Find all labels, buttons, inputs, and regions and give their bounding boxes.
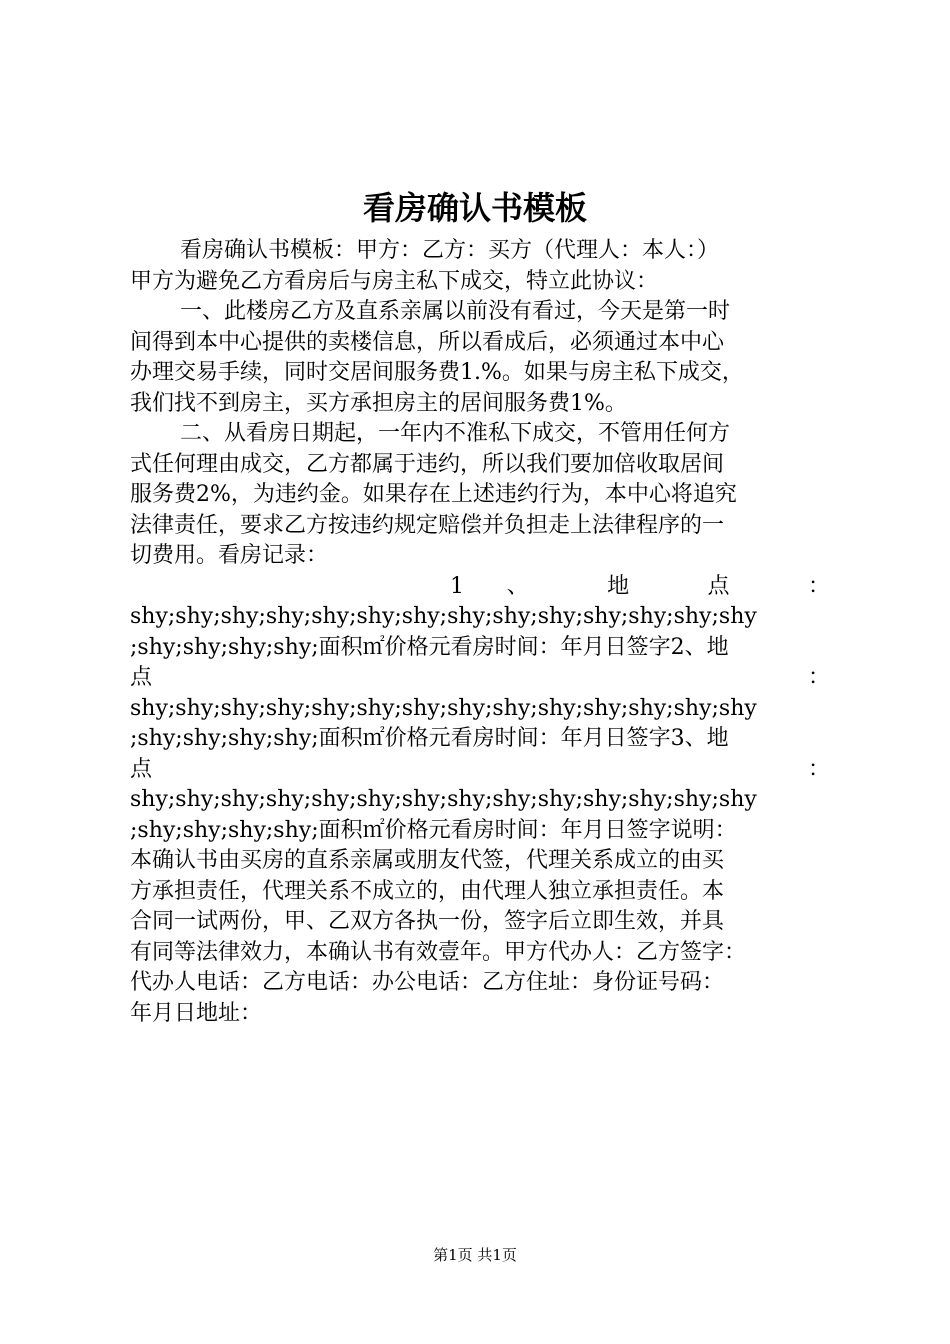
body-line: 代办人电话：乙方电话：办公电话：乙方住址：身份证号码： (130, 970, 725, 995)
body-line: 式任何理由成交，乙方都属于违约，所以我们要加倍收取居间 (130, 451, 725, 477)
body-line: ;shy;shy;shy;shy;面积㎡价格元看房时间：年月日签字2、地 (130, 634, 729, 660)
body-line: 甲方为避免乙方看房后与房主私下成交，特立此协议： (130, 268, 659, 294)
body-line: 点 ： (130, 665, 830, 690)
body-line: 合同一试两份，甲、乙双方各执一份，签字后立即生效，并具 (130, 909, 725, 934)
body-line: shy;shy;shy;shy;shy;shy;shy;shy;shy;shy;shy;shy;shy;shy (130, 604, 757, 629)
body-line: 切费用。看房记录： (130, 543, 329, 568)
body-line: 办理交易手续，同时交居间服务费1.%。如果与房主私下成交， (130, 360, 744, 385)
body-line: 服务费2%，为违约金。如果存在上述违约行为，本中心将追究 (130, 482, 737, 507)
document-title: 看房确认书模板 (362, 189, 587, 227)
body-line: 点 ： (130, 756, 830, 782)
body-line: 方承担责任，代理关系不成立的，由代理人独立承担责任。本 (130, 878, 725, 904)
body-line: ;shy;shy;shy;shy;面积㎡价格元看房时间：年月日签字说明： (130, 817, 737, 843)
body-line: 法律责任，要求乙方按违约规定赔偿并负担走上法律程序的一 (130, 512, 725, 538)
body-line: 间得到本中心提供的卖楼信息，所以看成后，必须通过本中心 (130, 329, 725, 355)
body-line: 本确认书由买房的直系亲属或朋友代签，代理关系成立的由买 (130, 848, 725, 873)
body-line: 年月日地址： (130, 1000, 263, 1026)
body-line: shy;shy;shy;shy;shy;shy;shy;shy;shy;shy;shy;shy;shy;shy (130, 787, 757, 812)
body-line: 二、从看房日期起，一年内不准私下成交，不管用任何方 (180, 421, 731, 446)
document-body (130, 236, 830, 1029)
page-footer: 第1页 共1页 (433, 1246, 517, 1264)
body-line: 有同等法律效力，本确认书有效壹年。甲方代办人：乙方签字： (130, 939, 747, 965)
body-line: 看房确认书模板：甲方：乙方：买方（代理人：本人：） (180, 238, 720, 263)
body-line: 一、此楼房乙方及直系亲属以前没有看过，今天是第一时 (180, 299, 731, 324)
body-line: 1 、 地 点 ： (450, 573, 830, 599)
body-line: shy;shy;shy;shy;shy;shy;shy;shy;shy;shy;shy;shy;shy;shy (130, 695, 757, 721)
body-line: ;shy;shy;shy;shy;面积㎡价格元看房时间：年月日签字3、地 (130, 726, 729, 751)
body-line: 我们找不到房主，买方承担房主的居间服务费1%。 (130, 390, 627, 416)
